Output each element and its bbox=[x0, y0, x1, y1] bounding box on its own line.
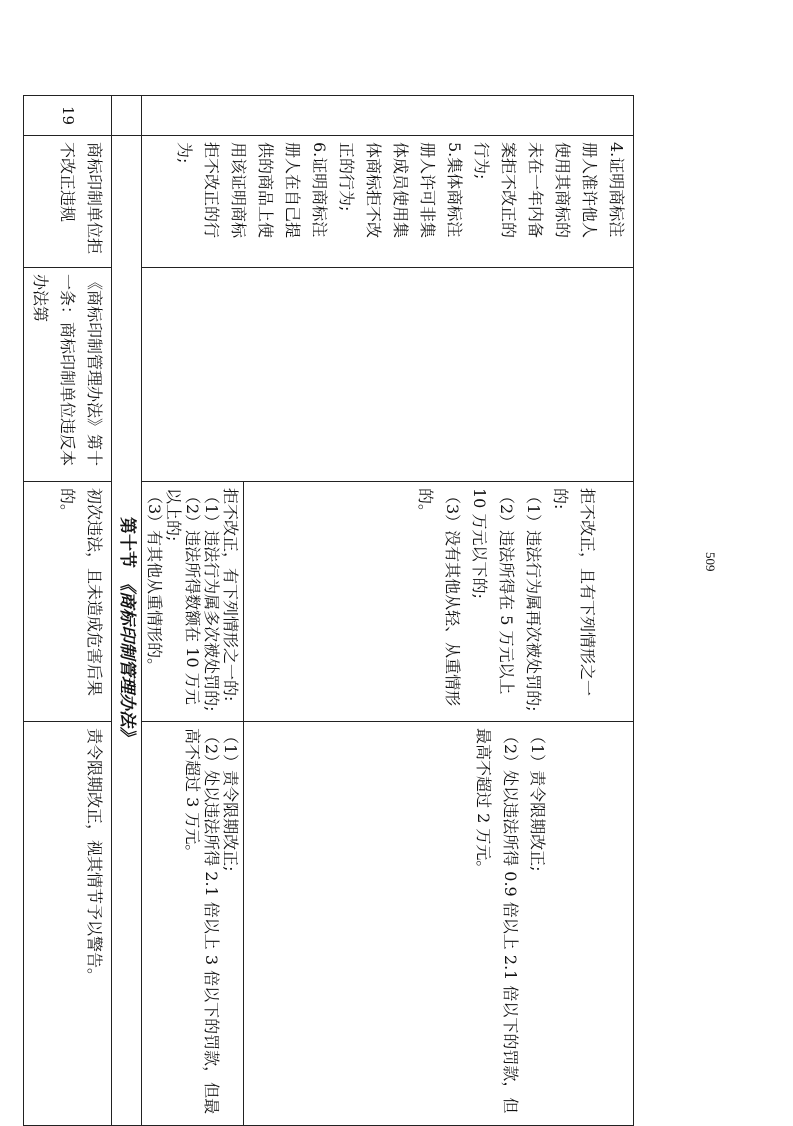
section-heading bbox=[112, 136, 142, 1126]
row-number bbox=[142, 96, 634, 136]
violation-line: 6.证明商标注 bbox=[310, 142, 329, 238]
circumstance-line: （1）违法行为属多次被处罚的; bbox=[202, 488, 221, 712]
violation-cell bbox=[142, 136, 634, 268]
circumstance-line: （2）违法所得数额在 10 万元以上的; bbox=[164, 488, 202, 705]
penalty-cell: 责令限期改正，视其情节予以警告。 bbox=[24, 722, 112, 1126]
table-row bbox=[244, 96, 634, 1126]
violation-line: 使用其商标的 bbox=[553, 142, 572, 239]
violation-line: 体商标拒不改 bbox=[364, 142, 383, 239]
penalty-line: （1）责令限期改正; bbox=[528, 728, 547, 872]
section-prefix: 第十节 bbox=[117, 517, 137, 569]
table-row bbox=[24, 96, 112, 1126]
circumstance-line: （2）违法所得在 5 万元以上 10 万元以下的; bbox=[470, 488, 516, 695]
violation-line: 供的商品上使 bbox=[256, 142, 275, 239]
penalty-cell bbox=[244, 722, 634, 1126]
penalty-table bbox=[23, 95, 634, 1126]
violation-line: 册人在自己提 bbox=[283, 142, 302, 239]
circumstance-cell bbox=[244, 482, 634, 722]
violation-cell: 商标印制单位拒不改正违规 bbox=[24, 136, 112, 268]
violation-line: 4.证明商标注 bbox=[607, 142, 626, 238]
circumstance-line: 拒不改正，且有下列情形之一的: bbox=[551, 488, 597, 697]
legal-basis-cell bbox=[142, 268, 634, 482]
circumstance-cell bbox=[142, 482, 244, 722]
circumstance-line: （3）有其他从重情形的。 bbox=[145, 488, 164, 675]
page-number: 509 bbox=[703, 552, 718, 572]
circumstance-line: （3）没有其他从轻、从重情形的。 bbox=[416, 488, 462, 707]
penalty-line: （2）处以违法所得 0.9 倍以上 2.1 倍以下的罚款，但最高不超过 2 万元。 bbox=[474, 728, 520, 1114]
row-number: 19 bbox=[24, 96, 112, 136]
violation-line: 用该证明商标 bbox=[229, 142, 248, 239]
violation-line: 册人许可非集 bbox=[418, 142, 437, 239]
section-header-row bbox=[112, 96, 142, 1126]
penalty-line: （2）处以违法所得 2.1 倍以上 3 倍以下的罚款，但最高不超过 3 万元。 bbox=[183, 728, 221, 1115]
violation-line: 拒不改正的行 bbox=[202, 142, 221, 239]
violation-line: 正的行为; bbox=[337, 142, 356, 212]
rotated-page bbox=[31, 95, 634, 1125]
section-number-cell bbox=[112, 96, 142, 136]
section-title: 《商标印制管理办法》 bbox=[117, 573, 137, 744]
violation-line: 为; bbox=[175, 142, 194, 164]
circumstance-line: 拒不改正，有下列情形之一的: bbox=[221, 488, 240, 702]
violation-line: 行为; bbox=[472, 142, 491, 180]
circumstance-line: （1）违法行为属再次被处罚的; bbox=[524, 488, 543, 712]
violation-line: 5.集体商标注 bbox=[445, 142, 464, 238]
circumstance-cell: 初次违法，且未造成危害后果的。 bbox=[24, 482, 112, 722]
violation-line: 未在一年内备 bbox=[526, 142, 545, 239]
violation-line: 案拒不改正的 bbox=[499, 142, 518, 239]
legal-basis-cell: 《商标印制管理办法》第十一条：商标印制单位违反本办法第 bbox=[24, 268, 112, 482]
violation-line: 体成员使用集 bbox=[391, 142, 410, 239]
penalty-line: （1）责令限期改正; bbox=[221, 728, 240, 872]
penalty-cell bbox=[142, 722, 244, 1126]
violation-line: 册人准许他人 bbox=[580, 142, 599, 239]
